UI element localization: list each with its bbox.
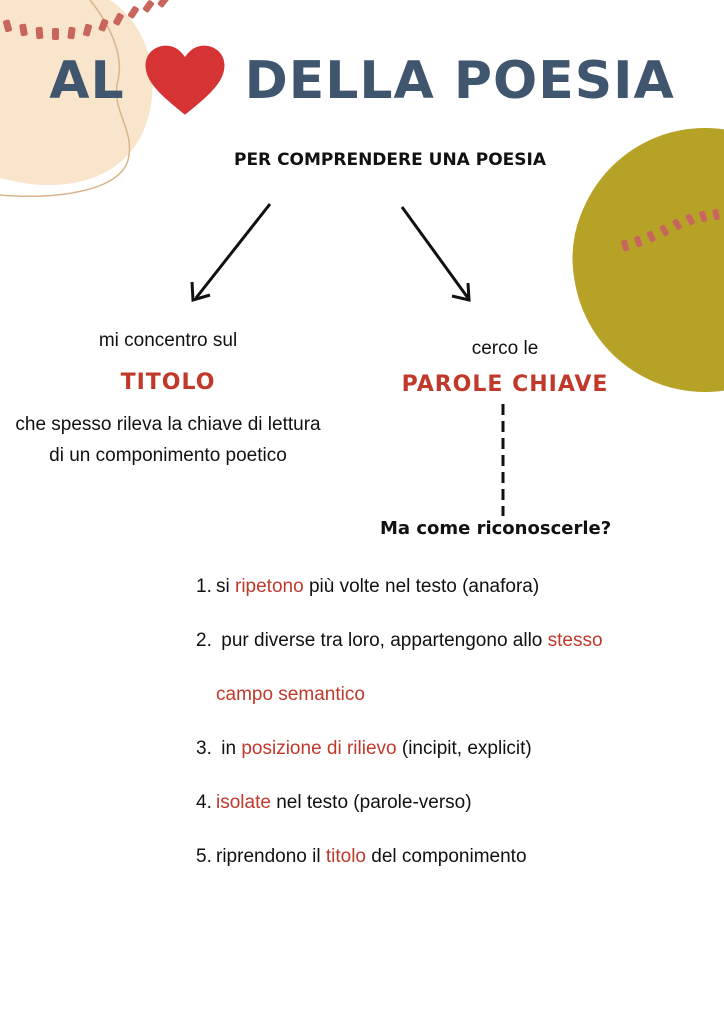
list-item: 2. pur diverse tra loro, appartengono allo stesso	[196, 630, 603, 651]
subtitle: PER COMPRENDERE UNA POESIA	[233, 150, 547, 170]
list-item-continuation: campo semantico	[216, 684, 365, 705]
left-intro: mi concentro sul	[98, 330, 238, 351]
list-item: 5. riprendono il titolo del componimento	[196, 846, 527, 867]
left-keyword: TITOLO	[120, 370, 216, 395]
right-column	[340, 338, 670, 397]
left-description: che spesso rileva la chiave di lettura di un componimento poetico	[15, 414, 321, 466]
left-column	[0, 330, 336, 471]
question: Ma come riconoscerle?	[380, 518, 612, 539]
arrow-left	[192, 204, 270, 300]
list-item: 3. in posizione di rilievo (incipit, explicit)	[196, 738, 532, 759]
page-title	[0, 46, 724, 116]
right-intro: cerco le	[471, 338, 539, 359]
arrow-right	[402, 207, 469, 300]
list-item: 1. si ripetono più volte nel testo (anafora)	[196, 576, 540, 597]
heart-icon	[143, 44, 227, 118]
list-item: 4. isolate nel testo (parole-verso)	[196, 792, 472, 813]
title-left: AL	[49, 51, 125, 111]
title-right: DELLA POESIA	[244, 51, 675, 111]
right-keyword: PAROLE CHIAVE	[401, 372, 609, 397]
